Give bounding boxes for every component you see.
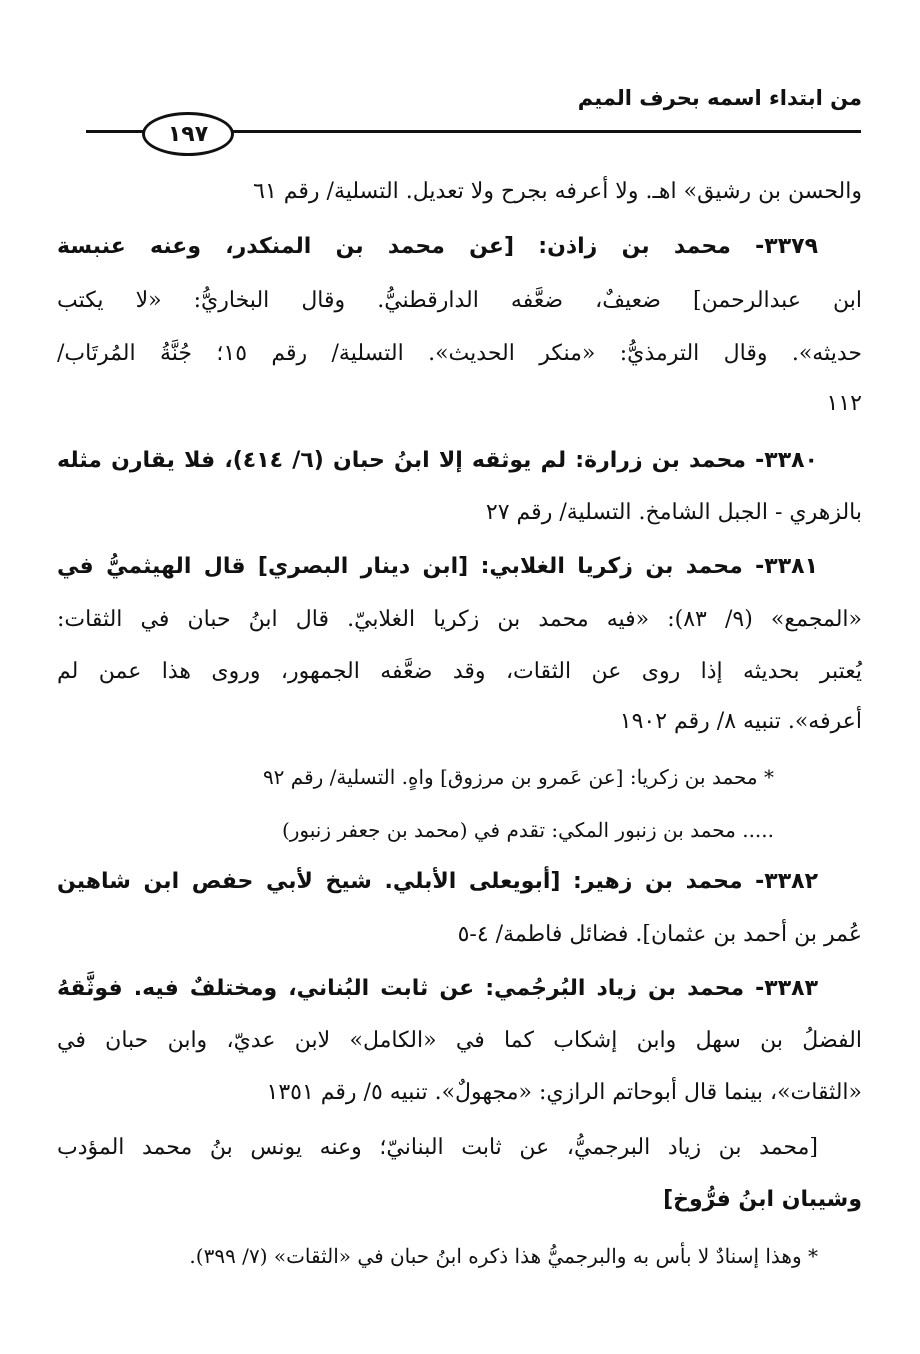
sub-entry-line: * محمد بن زكريا: [عن عَمرو بن مرزوق] واهٍ. التسلية/ رقم ٩٢ <box>262 765 774 789</box>
footnote-line: * وهذا إسنادٌ لا بأس به والبرجميُّ هذا ذكره ابنُ حبان في «الثقات» (٧/ ٣٩٩). <box>189 1244 818 1268</box>
text-line: بالزهري - الجبل الشامخ. التسلية/ رقم ٢٧ <box>485 500 862 525</box>
text-line: يُعتبر بحديثه إذا روى عن الثقات، وقد ضعَّفه الجمهور، وروى هذا عمن لم <box>57 659 862 684</box>
entry-3383-heading: ٣٣٨٣- محمد بن زياد البُرجُمي: عن ثابت البُناني، ومختلفٌ فيه. فوثَّقهُ <box>57 976 818 1001</box>
text-line: «المجمع» (٩/ ٨٣): «فيه محمد بن زكريا الغلابيّ. قال ابنُ حبان في الثقات: <box>57 607 863 632</box>
entry-3379-heading: ٣٣٧٩- محمد بن زاذن: [عن محمد بن المنكدر، وعنه عنبسة <box>57 234 818 259</box>
bracketed-note: [محمد بن زياد البرجميُّ، عن ثابت البنانيّ؛ وعنه يونس بنُ محمد المؤدب <box>57 1135 818 1160</box>
page-number: ١٩٧ <box>142 112 234 156</box>
text-line: حديثه». وقال الترمذيُّ: «منكر الحديث». التسلية/ رقم ١٥؛ جُنَّةُ المُرتَاب/ <box>57 341 862 366</box>
text-line: ابن عبدالرحمن] ضعيفٌ، ضعَّفه الدارقطنيُّ. وقال البخاريُّ: «لا يكتب <box>57 288 862 313</box>
entry-3381-heading: ٣٣٨١- محمد بن زكريا الغلابي: [ابن دينار البصري] قال الهيثميُّ في <box>57 554 818 579</box>
text-line: «الثقات»، بينما قال أبوحاتم الرازي: «مجهولٌ». تنبيه ٥/ رقم ١٣٥١ <box>266 1080 862 1105</box>
text-line: عُمر بن أحمد بن عثمان]. فضائل فاطمة/ ٤-٥ <box>457 922 862 947</box>
text-line: الفضلُ بن سهل وابن إشكاب كما في «الكامل» لابن عديّ، وابن حبان في <box>57 1028 862 1053</box>
text-line: أعرفه». تنبيه ٨/ رقم ١٩٠٢ <box>619 709 862 734</box>
text-line: والحسن بن رشيق» اهـ. ولا أعرفه بجرح ولا تعديل. التسلية/ رقم ٦١ <box>253 179 862 204</box>
running-header: من ابتداء اسمه بحرف الميم <box>577 86 862 110</box>
sub-entry-line: ..... محمد بن زنبور المكي: تقدم في (محمد بن جعفر زنبور) <box>281 818 774 842</box>
bracketed-note: وشيبان ابنُ فرُّوخ] <box>663 1187 862 1212</box>
entry-3382-heading: ٣٣٨٢- محمد بن زهير: [أبويعلى الأبلي. شيخ لأبي حفص ابن شاهين <box>57 869 818 894</box>
entry-3380-heading: ٣٣٨٠- محمد بن زرارة: لم يوثقه إلا ابنُ حبان (٦/ ٤١٤)، فلا يقارن مثله <box>57 448 818 473</box>
text-line: ١١٢ <box>826 391 862 416</box>
